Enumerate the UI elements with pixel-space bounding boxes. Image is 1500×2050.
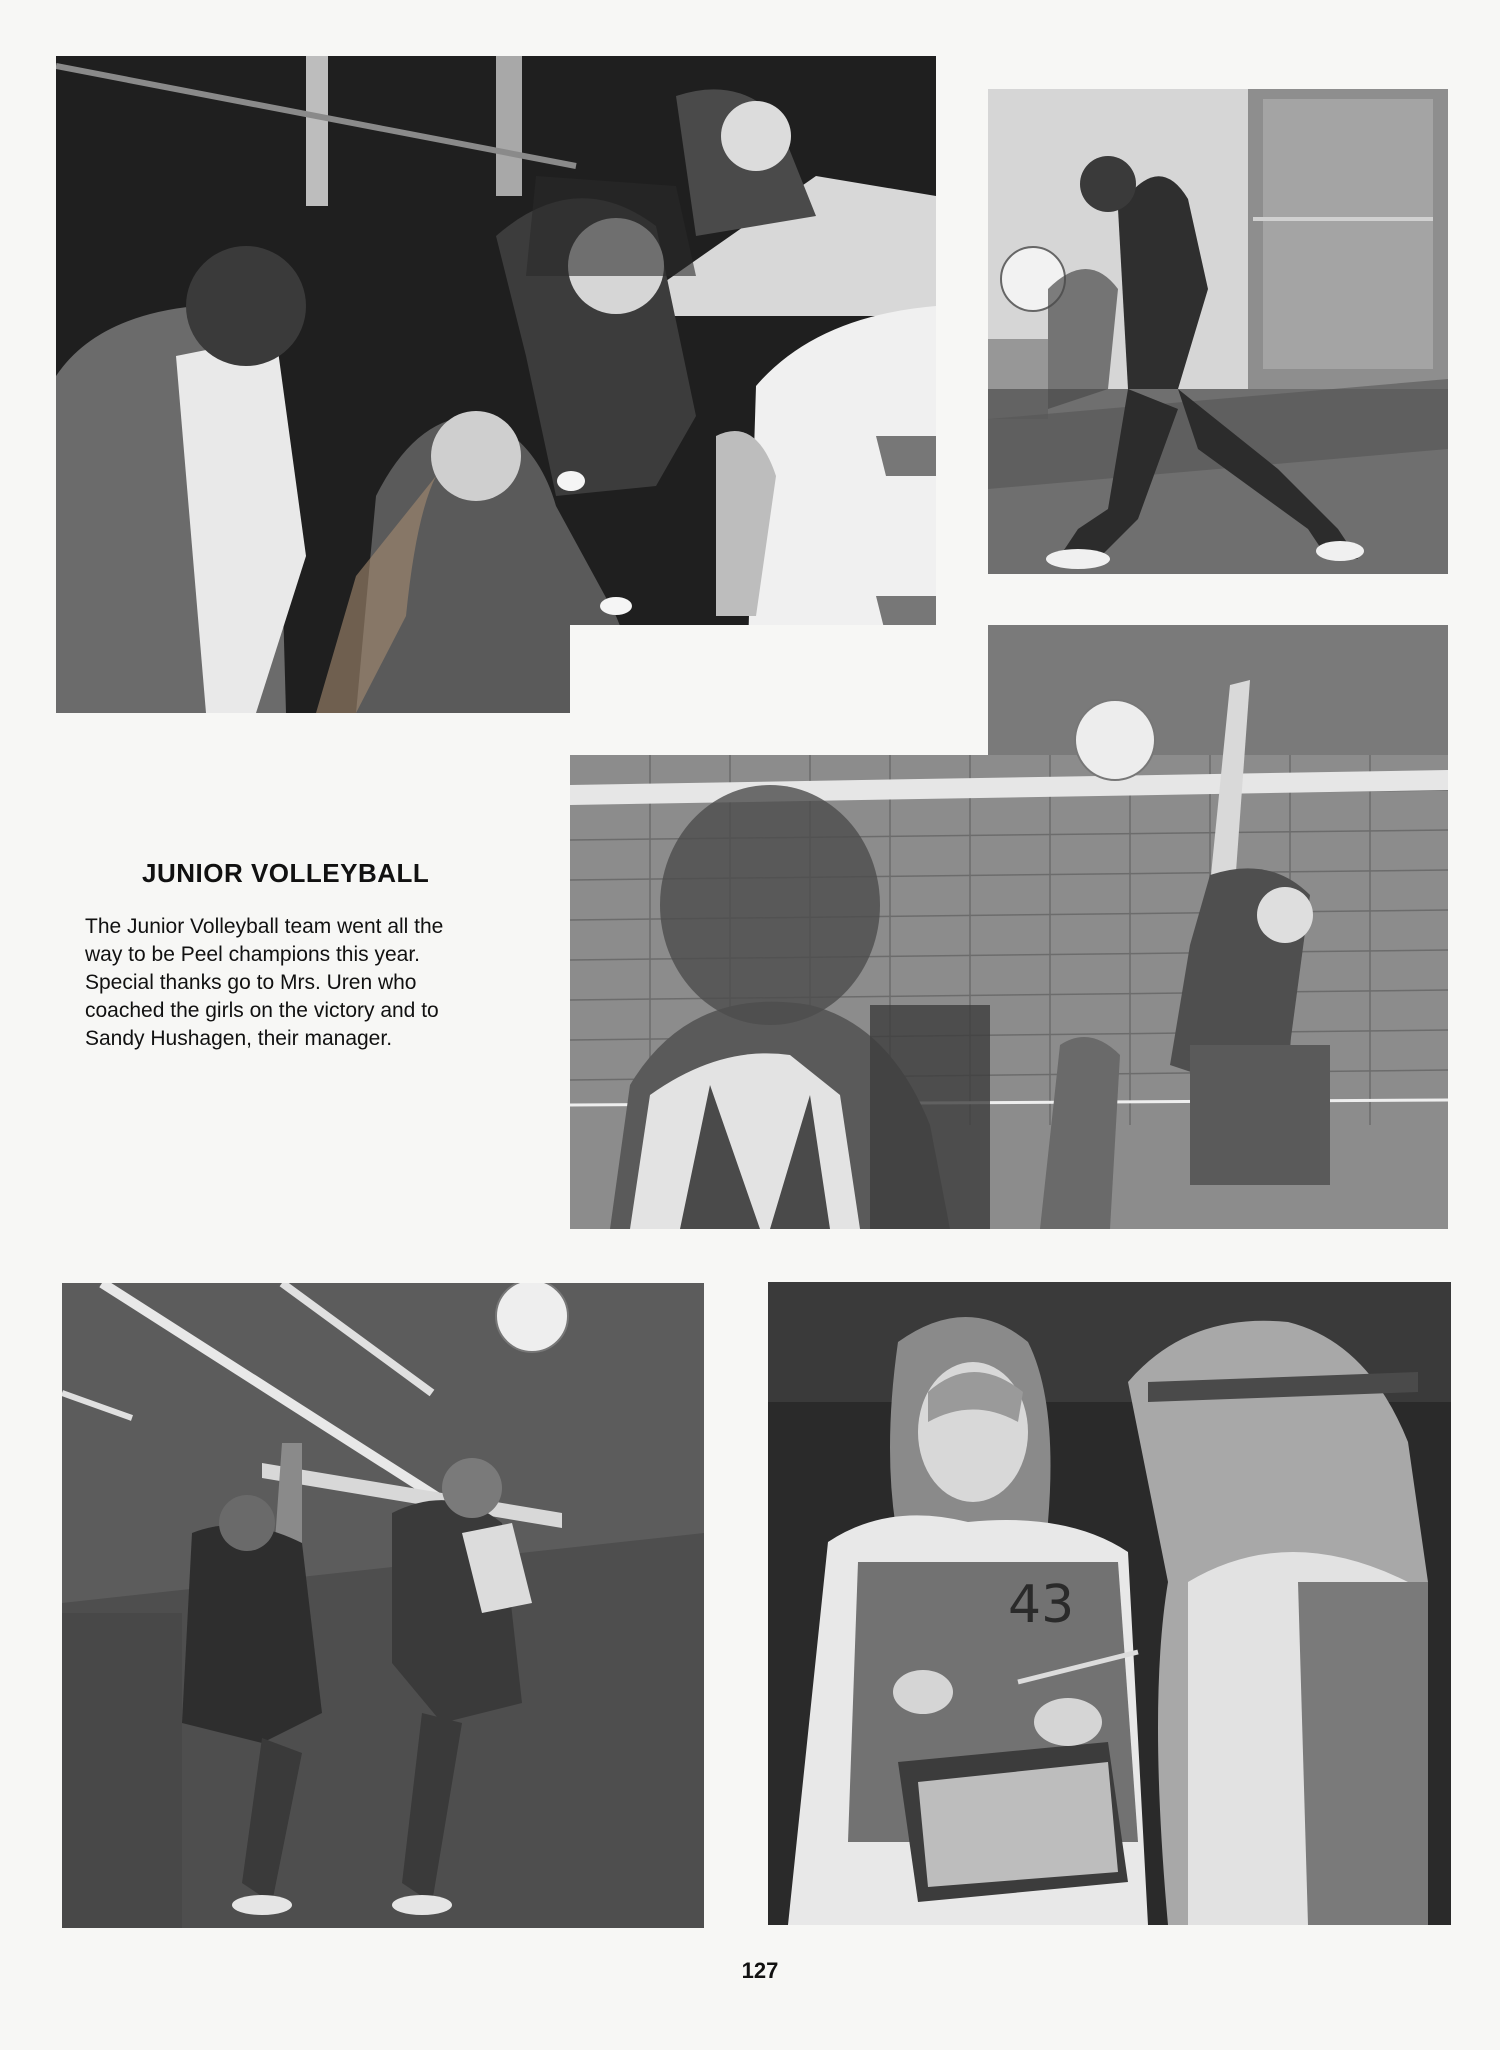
photo-girls-with-scoresheet bbox=[768, 1282, 1451, 1925]
jersey-number: 43 bbox=[1008, 1575, 1075, 1635]
article-body: The Junior Volleyball team went all the way to be Peel champions this year. Special thanks go to Mrs. Uren who coached the girls on the victory and to Sandy Hushagen, their manager. bbox=[85, 915, 444, 1050]
photo-players-at-net bbox=[62, 1283, 704, 1928]
photo-player-serving bbox=[988, 89, 1448, 574]
photo-player-spiking bbox=[570, 625, 1448, 1229]
page-number: 127 bbox=[741, 1958, 779, 1983]
article-heading: JUNIOR VOLLEYBALL bbox=[142, 858, 430, 888]
photo-girls-courtside bbox=[56, 56, 936, 713]
